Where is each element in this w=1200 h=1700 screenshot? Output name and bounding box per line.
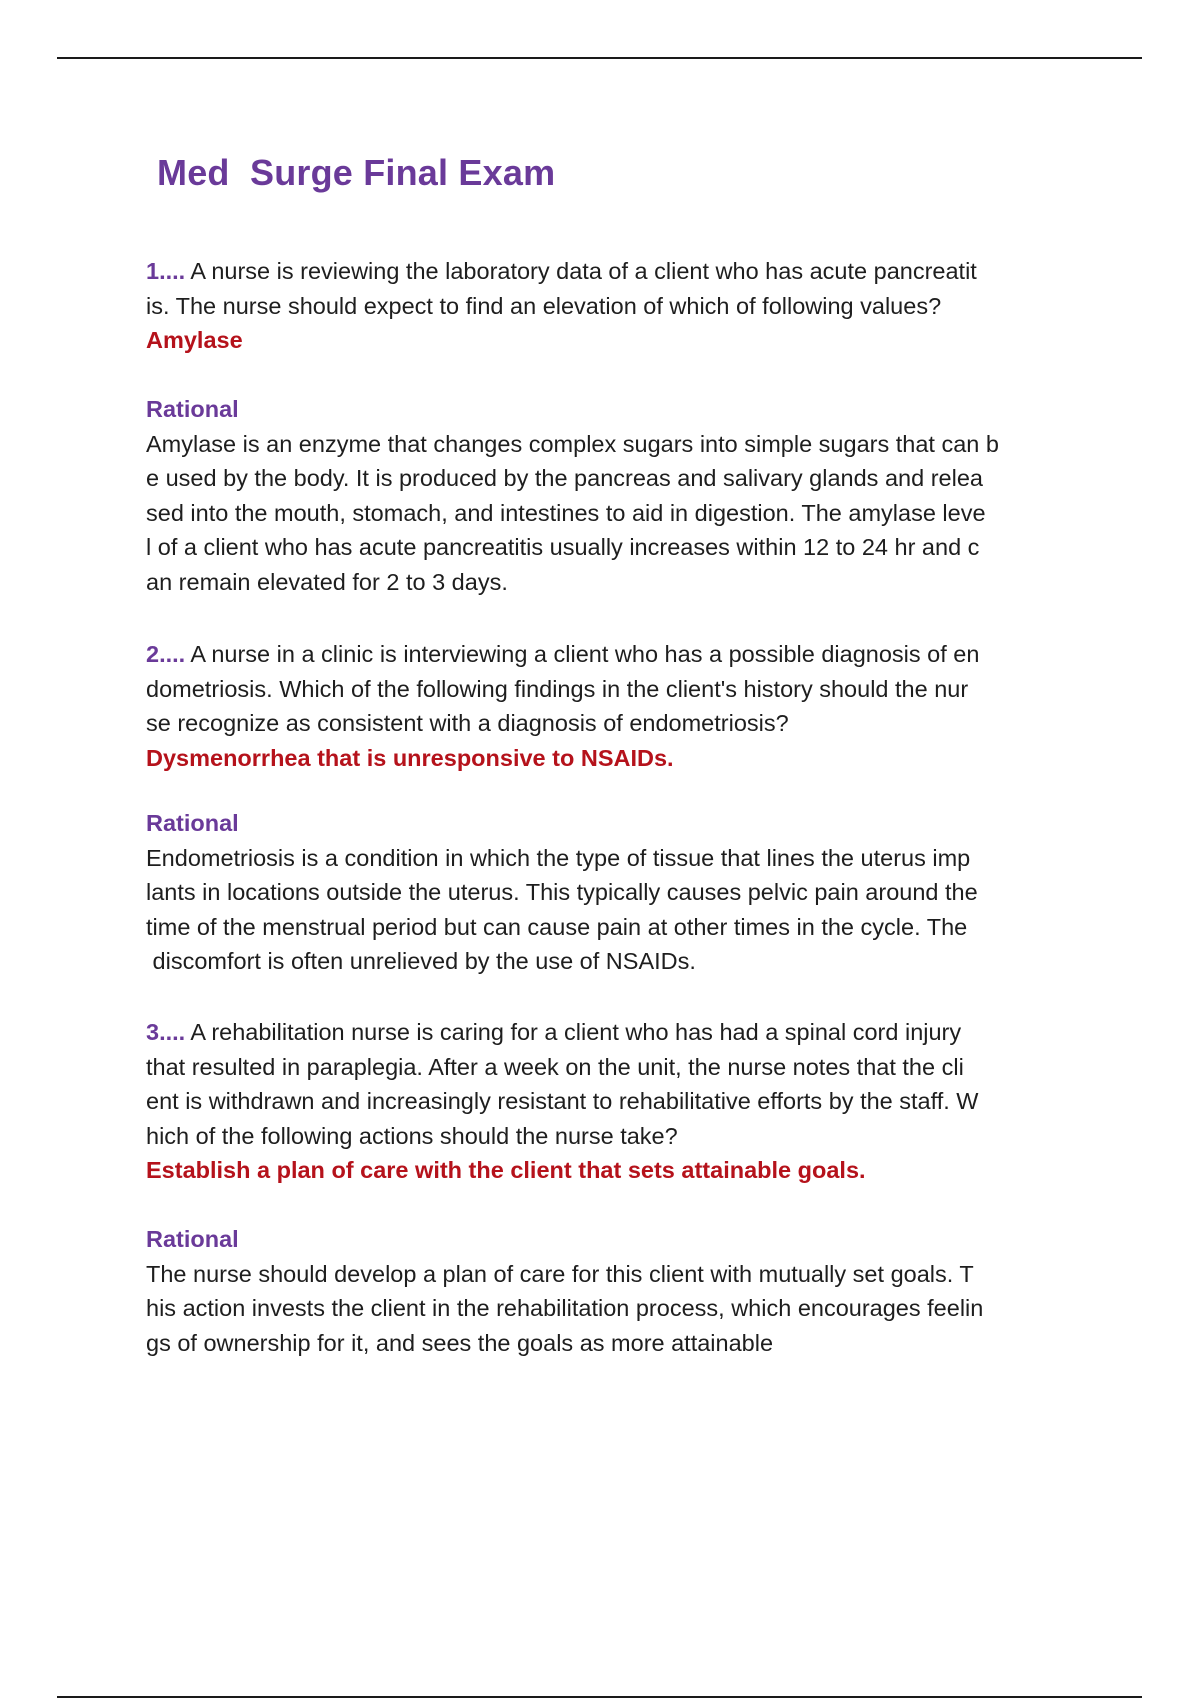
question-1	[146, 254, 1096, 358]
rational-line: time of the menstrual period but can cause pain at other times in the cycle. The	[146, 913, 968, 940]
question-line: se recognize as consistent with a diagnosis of endometriosis?	[146, 710, 789, 736]
question-line: dometriosis. Which of the following findings in the client's history should the nur	[146, 675, 969, 702]
rational-1	[146, 392, 1096, 599]
rational-line: sed into the mouth, stomach, and intestines to aid in digestion. The amylase leve	[146, 499, 986, 526]
question-number: 3....	[146, 1019, 186, 1045]
question-line: hich of the following actions should the nurse take?	[146, 1122, 678, 1149]
rational-line: Endometriosis is a condition in which the type of tissue that lines the uterus imp	[146, 844, 971, 871]
page-title: Med Surge Final Exam	[157, 152, 556, 193]
question-number: 2....	[146, 641, 186, 667]
rational-line: an remain elevated for 2 to 3 days.	[146, 568, 508, 595]
rational-line: discomfort is often unrelieved by the use of NSAIDs.	[146, 948, 696, 974]
rational-3	[146, 1222, 1096, 1360]
question-line: ent is withdrawn and increasingly resistant to rehabilitative efforts by the staff. W	[146, 1088, 979, 1114]
question-line: is. The nurse should expect to find an elevation of which of following values?	[146, 292, 942, 319]
question-line: 3.... A rehabilitation nurse is caring for a client who has had a spinal cord injury	[146, 1019, 962, 1045]
rational-line: his action invests the client in the rehabilitation process, which encourages feelin	[146, 1295, 984, 1321]
rational-line: gs of ownership for it, and sees the goals as more attainable	[146, 1329, 774, 1356]
question-line: that resulted in paraplegia. After a week on the unit, the nurse notes that the cli	[146, 1053, 964, 1080]
top-rule	[57, 57, 1142, 59]
rational-line: The nurse should develop a plan of care for this client with mutually set goals. T	[146, 1260, 974, 1287]
rational-line: Amylase is an enzyme that changes complex sugars into simple sugars that can b	[146, 430, 999, 457]
rational-line: l of a client who has acute pancreatitis usually increases within 12 to 24 hr and c	[146, 534, 980, 560]
answer: Dysmenorrhea that is unresponsive to NSAIDs.	[146, 744, 674, 771]
question-3	[146, 1015, 1096, 1188]
question-line: 2.... A nurse in a clinic is interviewing a client who has a possible diagnosis of en	[146, 641, 980, 667]
question-number: 1....	[146, 258, 186, 284]
rational-line: e used by the body. It is produced by the pancreas and salivary glands and relea	[146, 465, 983, 491]
question-2	[146, 637, 1096, 775]
rational-heading: Rational	[146, 1226, 239, 1252]
answer: Establish a plan of care with the client that sets attainable goals.	[146, 1157, 866, 1183]
bottom-rule	[57, 1696, 1142, 1698]
rational-heading: Rational	[146, 396, 239, 422]
rational-line: lants in locations outside the uterus. This typically causes pelvic pain around the	[146, 879, 978, 905]
rational-2	[146, 806, 1096, 979]
answer: Amylase	[146, 327, 243, 353]
rational-heading: Rational	[146, 810, 239, 836]
question-line: 1.... A nurse is reviewing the laboratory data of a client who has acute pancreatit	[146, 258, 977, 284]
